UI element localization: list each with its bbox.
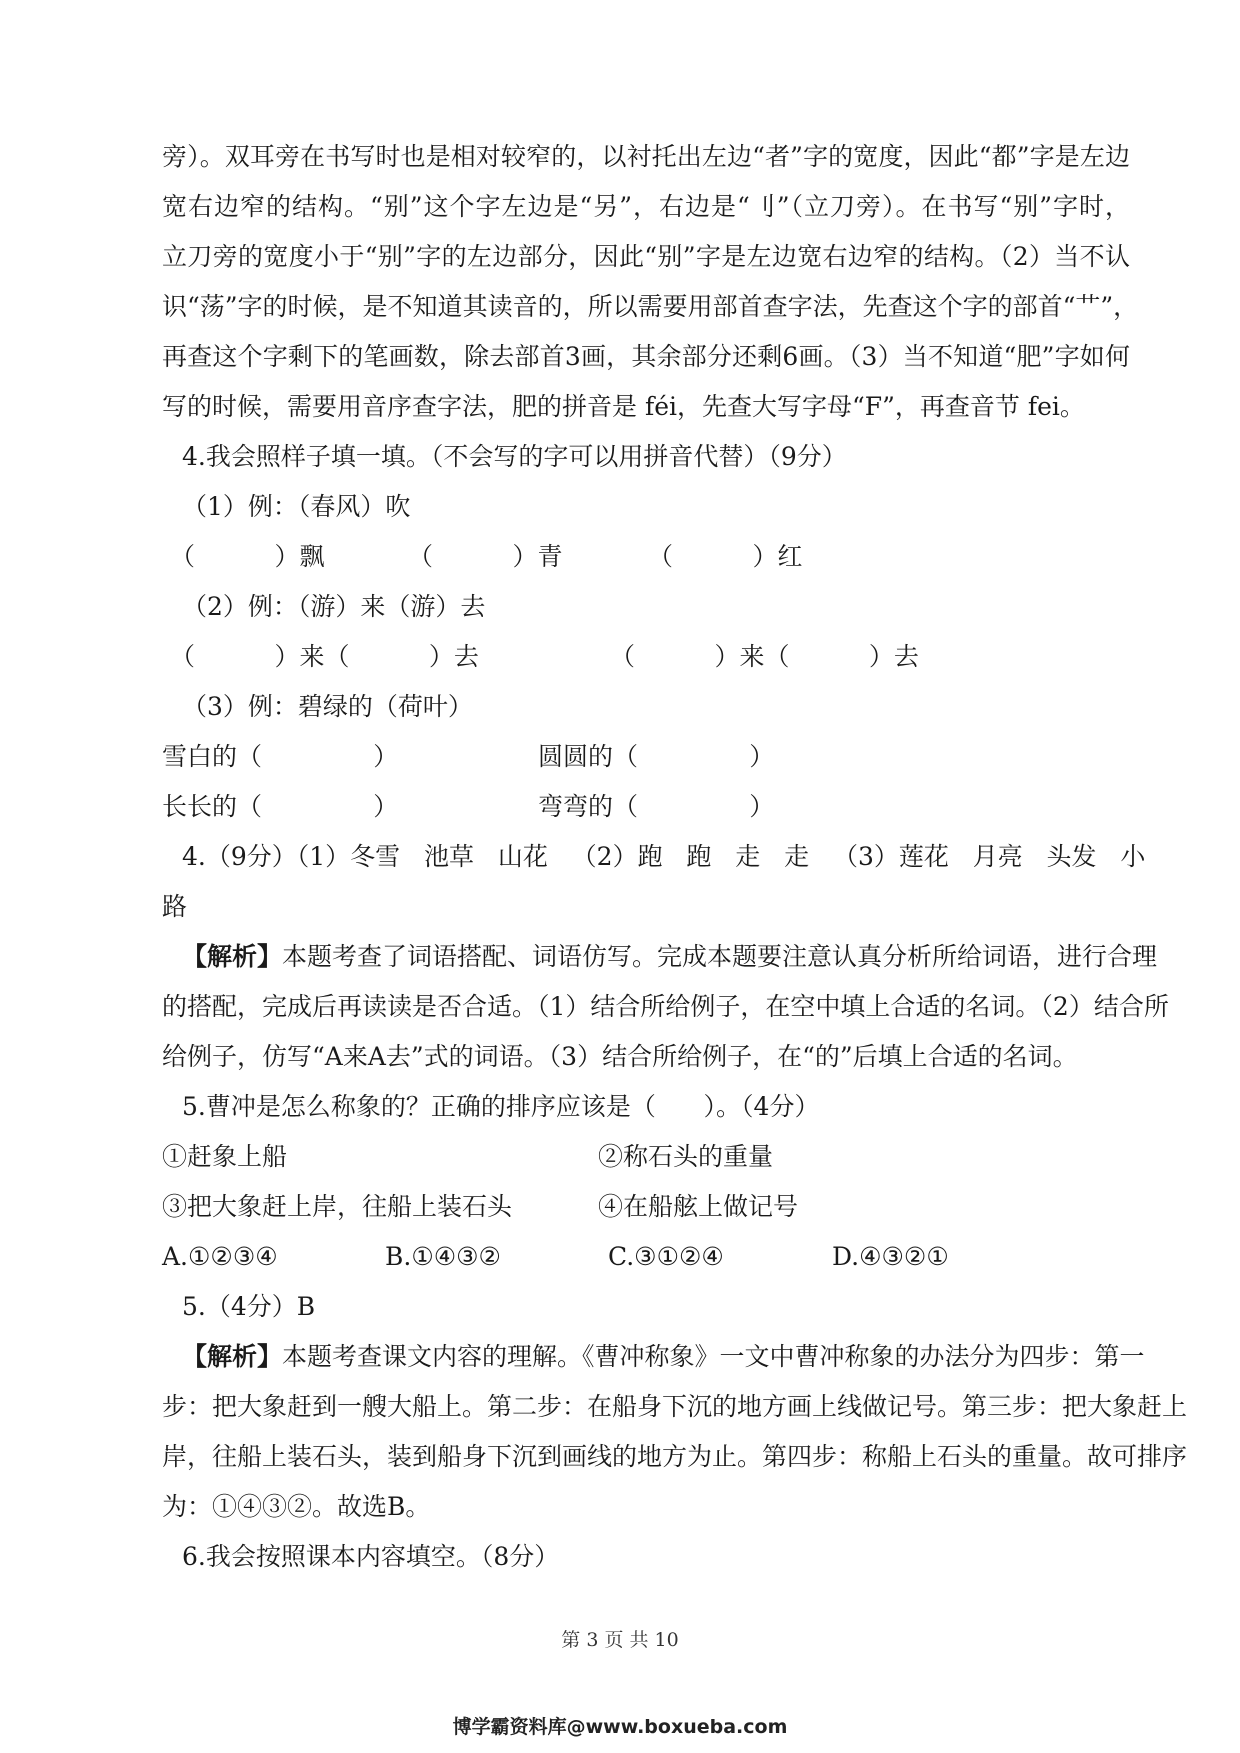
paragraph-line: 宽右边窄的结构。“别”这个字左边是“另”，右边是“刂”（立刀旁）。在书写“别”字时， bbox=[162, 192, 1130, 221]
q5-option-c: C.③①②④ bbox=[608, 1242, 724, 1271]
watermark: 博学霸资料库@www.boxueba.com bbox=[452, 1716, 788, 1738]
q4-blank: 圆圆的（ ） bbox=[538, 742, 775, 771]
q5-option-d: D.④③②① bbox=[832, 1242, 949, 1271]
q4-analysis-line: 的搭配，完成后再读读是否合适。（1）结合所给例子，在空中填上合适的名词。（2）结合所 bbox=[162, 992, 1169, 1021]
question-5-title: 5.曹冲是怎么称象的？正确的排序应该是（ ）。（4分） bbox=[182, 1092, 820, 1121]
q5-option-b: B.①④③② bbox=[385, 1242, 501, 1271]
q4-blank: （ ）红 bbox=[648, 542, 803, 571]
q4-blank: 雪白的（ ） bbox=[162, 742, 399, 771]
q4-answer-cont: 路 bbox=[162, 892, 188, 921]
paragraph-line: 写的时候，需要用音序查字法，肥的拼音是 féi，先查大写字母“F”，再查音节 fei。 bbox=[162, 392, 1085, 421]
q5-answer: 5.（4分）B bbox=[182, 1292, 316, 1321]
q5-analysis-line: 步：把大象赶到一艘大船上。第二步：在船身下沉的地方画上线做记号。第三步：把大象赶上 bbox=[162, 1392, 1188, 1421]
q4-example-2: （2）例：（游）来（游）去 bbox=[182, 592, 486, 621]
q5-analysis-line: 为：①④③②。故选B。 bbox=[162, 1492, 431, 1521]
paragraph-line: 立刀旁的宽度小于“别”字的左边部分，因此“别”字是左边宽右边窄的结构。（2）当不认 bbox=[162, 242, 1130, 271]
q5-option-a: A.①②③④ bbox=[162, 1242, 278, 1271]
q4-answer: 4.（9分）（1）冬雪 池草 山花 （2）跑 跑 走 走 （3）莲花 月亮 头发 小 bbox=[182, 842, 1146, 871]
q5-analysis-line: 岸，往船上装石头，装到船身下沉到画线的地方为止。第四步：称船上石头的重量。故可排序 bbox=[162, 1442, 1188, 1471]
q5-step: ③把大象赶上岸，往船上装石头 bbox=[162, 1192, 513, 1221]
q4-analysis-line: 给例子，仿写“A来A去”式的词语。（3）结合所给例子，在“的”后填上合适的名词。 bbox=[162, 1042, 1078, 1071]
q4-analysis-line bbox=[182, 940, 1240, 974]
q4-blank: （ ）飘 bbox=[170, 542, 325, 571]
paragraph-line: 识“荡”字的时候，是不知道其读音的，所以需要用部首查字法，先查这个字的部首“艹”， bbox=[162, 292, 1139, 321]
q4-blank: 弯弯的（ ） bbox=[538, 792, 775, 821]
analysis-text: 本题考查了词语搭配、词语仿写。完成本题要注意认真分析所给词语，进行合理 bbox=[282, 942, 1158, 971]
q4-example-3: （3）例：碧绿的（荷叶） bbox=[182, 692, 473, 721]
analysis-text: 本题考查课文内容的理解。《曹冲称象》一文中曹冲称象的办法分为四步：第一 bbox=[282, 1342, 1145, 1371]
q5-step: ④在船舷上做记号 bbox=[598, 1192, 799, 1221]
page-number: 第 3 页 共 10 bbox=[561, 1629, 679, 1651]
q4-example-1: （1）例：（春风）吹 bbox=[182, 492, 411, 521]
q5-step: ②称石头的重量 bbox=[598, 1142, 774, 1171]
question-6-title: 6.我会按照课本内容填空。（8分） bbox=[182, 1542, 560, 1571]
q4-blank: （ ）来（ ）去 bbox=[170, 642, 479, 671]
analysis-label: 【解析】 bbox=[182, 1342, 283, 1371]
q4-blank: 长长的（ ） bbox=[162, 792, 399, 821]
q5-step: ①赶象上船 bbox=[162, 1142, 288, 1171]
paragraph-line: 再查这个字剩下的笔画数，除去部首3画，其余部分还剩6画。（3）当不知道“肥”字如何 bbox=[162, 342, 1130, 371]
q5-analysis-line bbox=[182, 1340, 1240, 1374]
q4-blank: （ ）青 bbox=[408, 542, 563, 571]
question-4-title: 4.我会照样子填一填。（不会写的字可以用拼音代替）（9分） bbox=[182, 442, 847, 471]
analysis-label: 【解析】 bbox=[182, 942, 283, 971]
paragraph-line: 旁）。双耳旁在书写时也是相对较窄的，以衬托出左边“者”字的宽度，因此“都”字是左边 bbox=[162, 142, 1130, 171]
q4-blank: （ ）来（ ）去 bbox=[610, 642, 919, 671]
